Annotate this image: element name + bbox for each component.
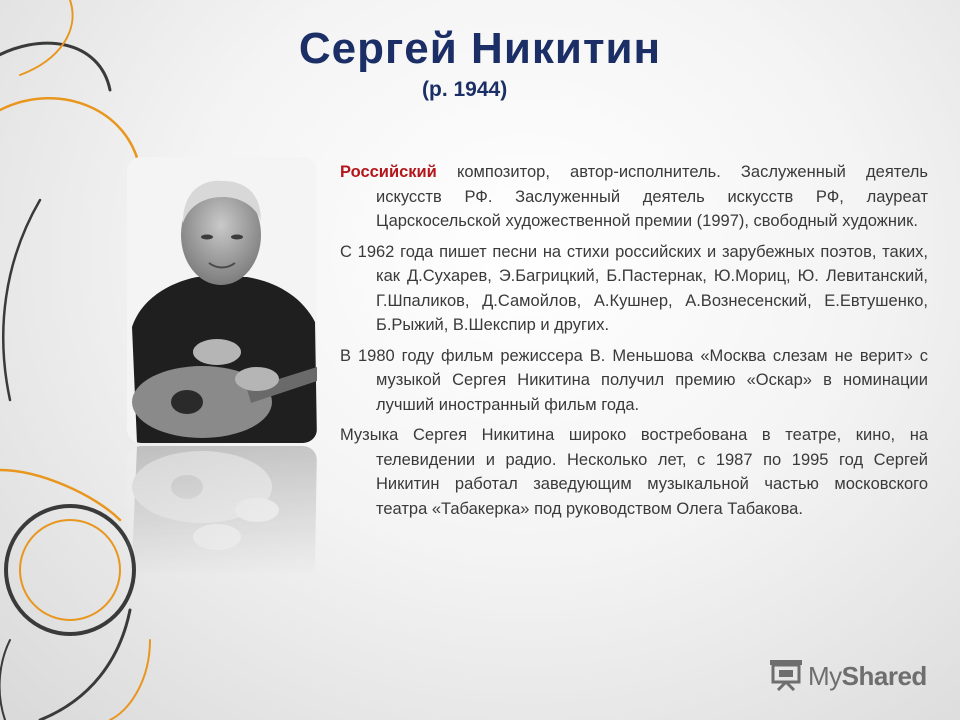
portrait-photo bbox=[127, 157, 317, 443]
logo-text: MyShared bbox=[808, 660, 927, 691]
paragraph-4: Музыка Сергея Никитина широко востребована в театре, кино, на телевидении и радио. Несколько лет, с 1987 по 1995 год Сергей Никитин работал заведующим музыкальной частью московского театра «Табакерка» под руководством Олега Табакова. bbox=[340, 426, 928, 518]
highlight-word: Российский bbox=[340, 163, 437, 181]
paragraph-2: С 1962 года пишет песни на стихи российских и зарубежных поэтов, таких, как Д.Сухарев, Э.Багрицкий, Б.Пастернак, Ю.Мориц, Ю. Левитанский, Г.Шпаликов, Д.Самойлов, А.Кушнер, А.Вознесенский, Е.Евтушенко, Б.Рыжий, В.Шекспир и других. bbox=[340, 242, 928, 334]
paragraph-3: В 1980 году фильм режиссера В. Меньшова «Москва слезам не верит» с музыкой Сергея Никитина получил премию «Оскар» в номинации лучший иностранный фильм года. bbox=[340, 346, 928, 414]
paragraph-1 bbox=[340, 160, 928, 234]
paragraph-1-text: композитор, автор-исполнитель. Заслуженный деятель искусств РФ. Заслуженный деятель искусств РФ, лауреат Царскосельской художественной премии (1997), свободный художник. bbox=[376, 163, 928, 230]
myshared-logo bbox=[768, 656, 927, 696]
presentation-icon bbox=[768, 657, 804, 696]
page-title: Сергей Никитин bbox=[298, 24, 662, 73]
portrait-reflection bbox=[127, 446, 317, 576]
life-years: (р. 1944) bbox=[422, 78, 508, 101]
biography-text bbox=[340, 160, 928, 527]
